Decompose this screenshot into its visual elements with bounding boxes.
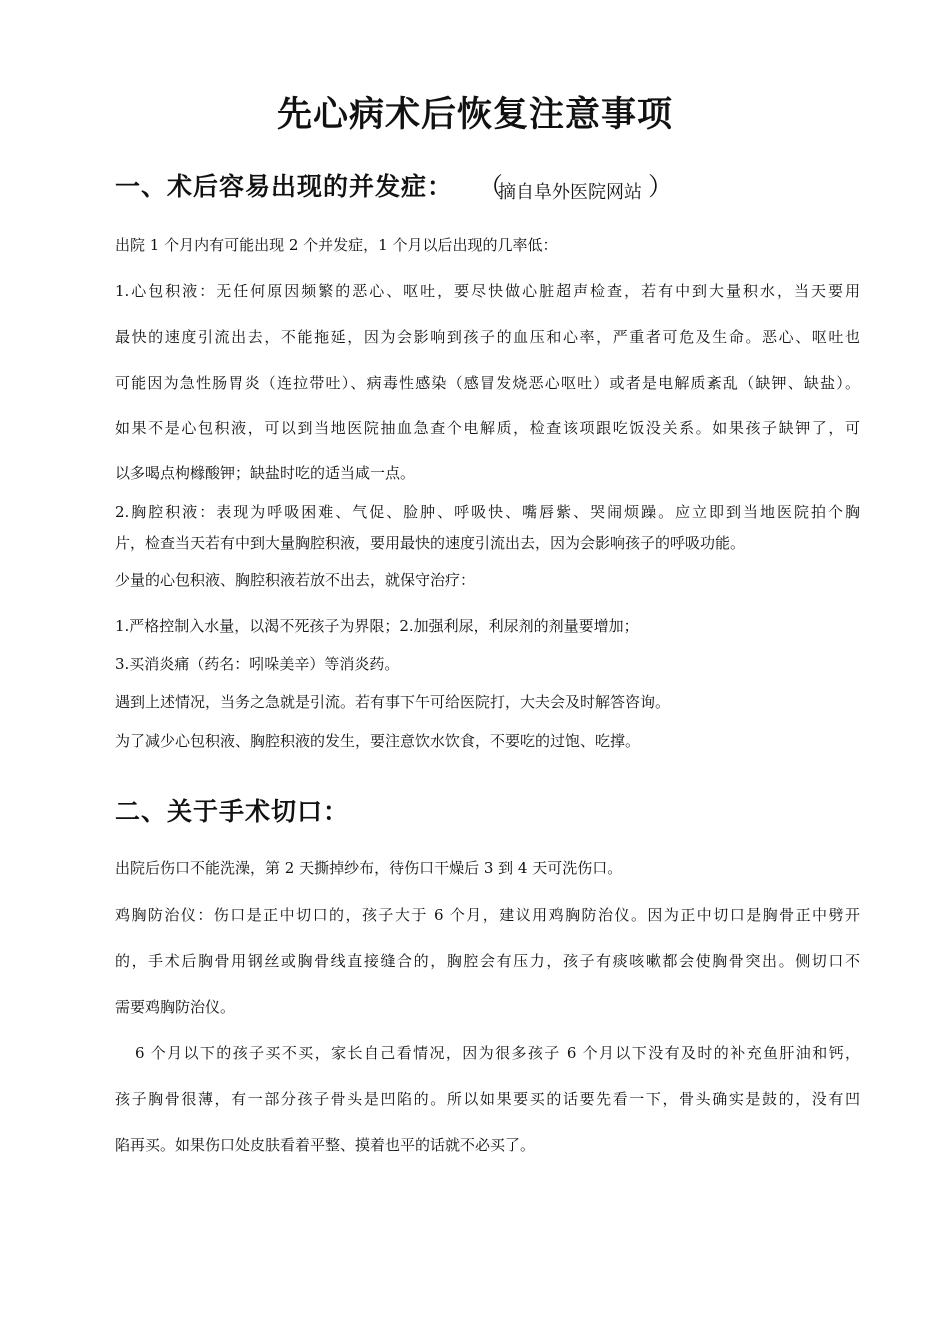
paragraph-line: 为了减少心包积液、胸腔积液的发生，要注意饮水饮食，不要吃的过饱、吃撑。 (115, 732, 641, 750)
paragraph-line: 3.买消炎痛（药名：吲哚美辛）等消炎药。 (115, 655, 400, 673)
paragraph-line: 以多喝点枸橼酸钾；缺盐时吃的适当咸一点。 (115, 464, 416, 482)
paragraph-line: 2.胸腔积液：表现为呼吸困难、气促、脸肿、呼吸快、嘴唇紫、哭闹烦躁。应立即到当地医院拍个胸 (115, 503, 860, 521)
paragraph-line: 孩子胸骨很薄，有一部分孩子骨头是凹陷的。所以如果要买的话要先看一下，骨头确实是鼓的，没有凹 (115, 1090, 860, 1108)
paragraph-line: 鸡胸防治仪：伤口是正中切口的，孩子大于 6 个月，建议用鸡胸防治仪。因为正中切口是胸骨正中劈开 (115, 906, 860, 924)
paragraph-line: 出院 1 个月内有可能出现 2 个并发症，1 个月以后出现的几率低： (115, 236, 558, 254)
paragraph-line: 6 个月以下的孩子买不买，家长自己看情况，因为很多孩子 6 个月以下没有及时的补充鱼肝油和钙， (135, 1044, 860, 1062)
source-note: 摘自阜外医院网站 (498, 182, 642, 203)
paragraph-line: 出院后伤口不能洗澡，第 2 天撕掉纱布，待伤口干燥后 3 到 4 天可洗伤口。 (115, 859, 623, 877)
section-heading-incision: 二、关于手术切口： (115, 797, 350, 826)
paragraph-line: 需要鸡胸防治仪。 (115, 998, 236, 1016)
paragraph-line: 1.严格控制入水量，以渴不死孩子为界限；2.加强利尿，利尿剂的剂量要增加； (115, 617, 639, 635)
paragraph-line: 可能因为急性肠胃炎（连拉带吐）、病毒性感染（感冒发烧恶心呕吐）或者是电解质紊乱（缺钾、缺盐）。 (115, 374, 860, 392)
source-paren-close: ） (648, 172, 674, 201)
paragraph-line: 少量的心包积液、胸腔积液若放不出去，就保守治疗： (115, 571, 476, 589)
source-paren-open: （ (478, 172, 504, 201)
paragraph-line: 如果不是心包积液，可以到当地医院抽血急查个电解质，检查该项跟吃饭没关系。如果孩子缺钾了，可 (115, 419, 860, 437)
paragraph-line: 最快的速度引流出去，不能拖延，因为会影响到孩子的血压和心率，严重者可危及生命。恶心、呕吐也 (115, 328, 860, 346)
paragraph-line: 陷再买。如果伤口处皮肤看着平整、摸着也平的话就不必买了。 (115, 1136, 536, 1154)
section-heading-complications: 一、术后容易出现的并发症： (115, 172, 454, 201)
paragraph-line: 1.心包积液：无任何原因频繁的恶心、呕吐，要尽快做心脏超声检查，若有中到大量积水，当天要用 (115, 282, 860, 300)
paragraph-line: 的，手术后胸骨用钢丝或胸骨线直接缝合的，胸腔会有压力，孩子有痰咳嗽都会使胸骨突出。侧切口不 (115, 952, 860, 970)
paragraph-line: 遇到上述情况，当务之急就是引流。若有事下午可给医院打，大夫会及时解答咨询。 (115, 693, 671, 711)
paragraph-line: 片，检查当天若有中到大量胸腔积液，要用最快的速度引流出去，因为会影响孩子的呼吸功能。 (115, 534, 746, 552)
page-title: 先心病术后恢复注意事项 (276, 94, 673, 135)
